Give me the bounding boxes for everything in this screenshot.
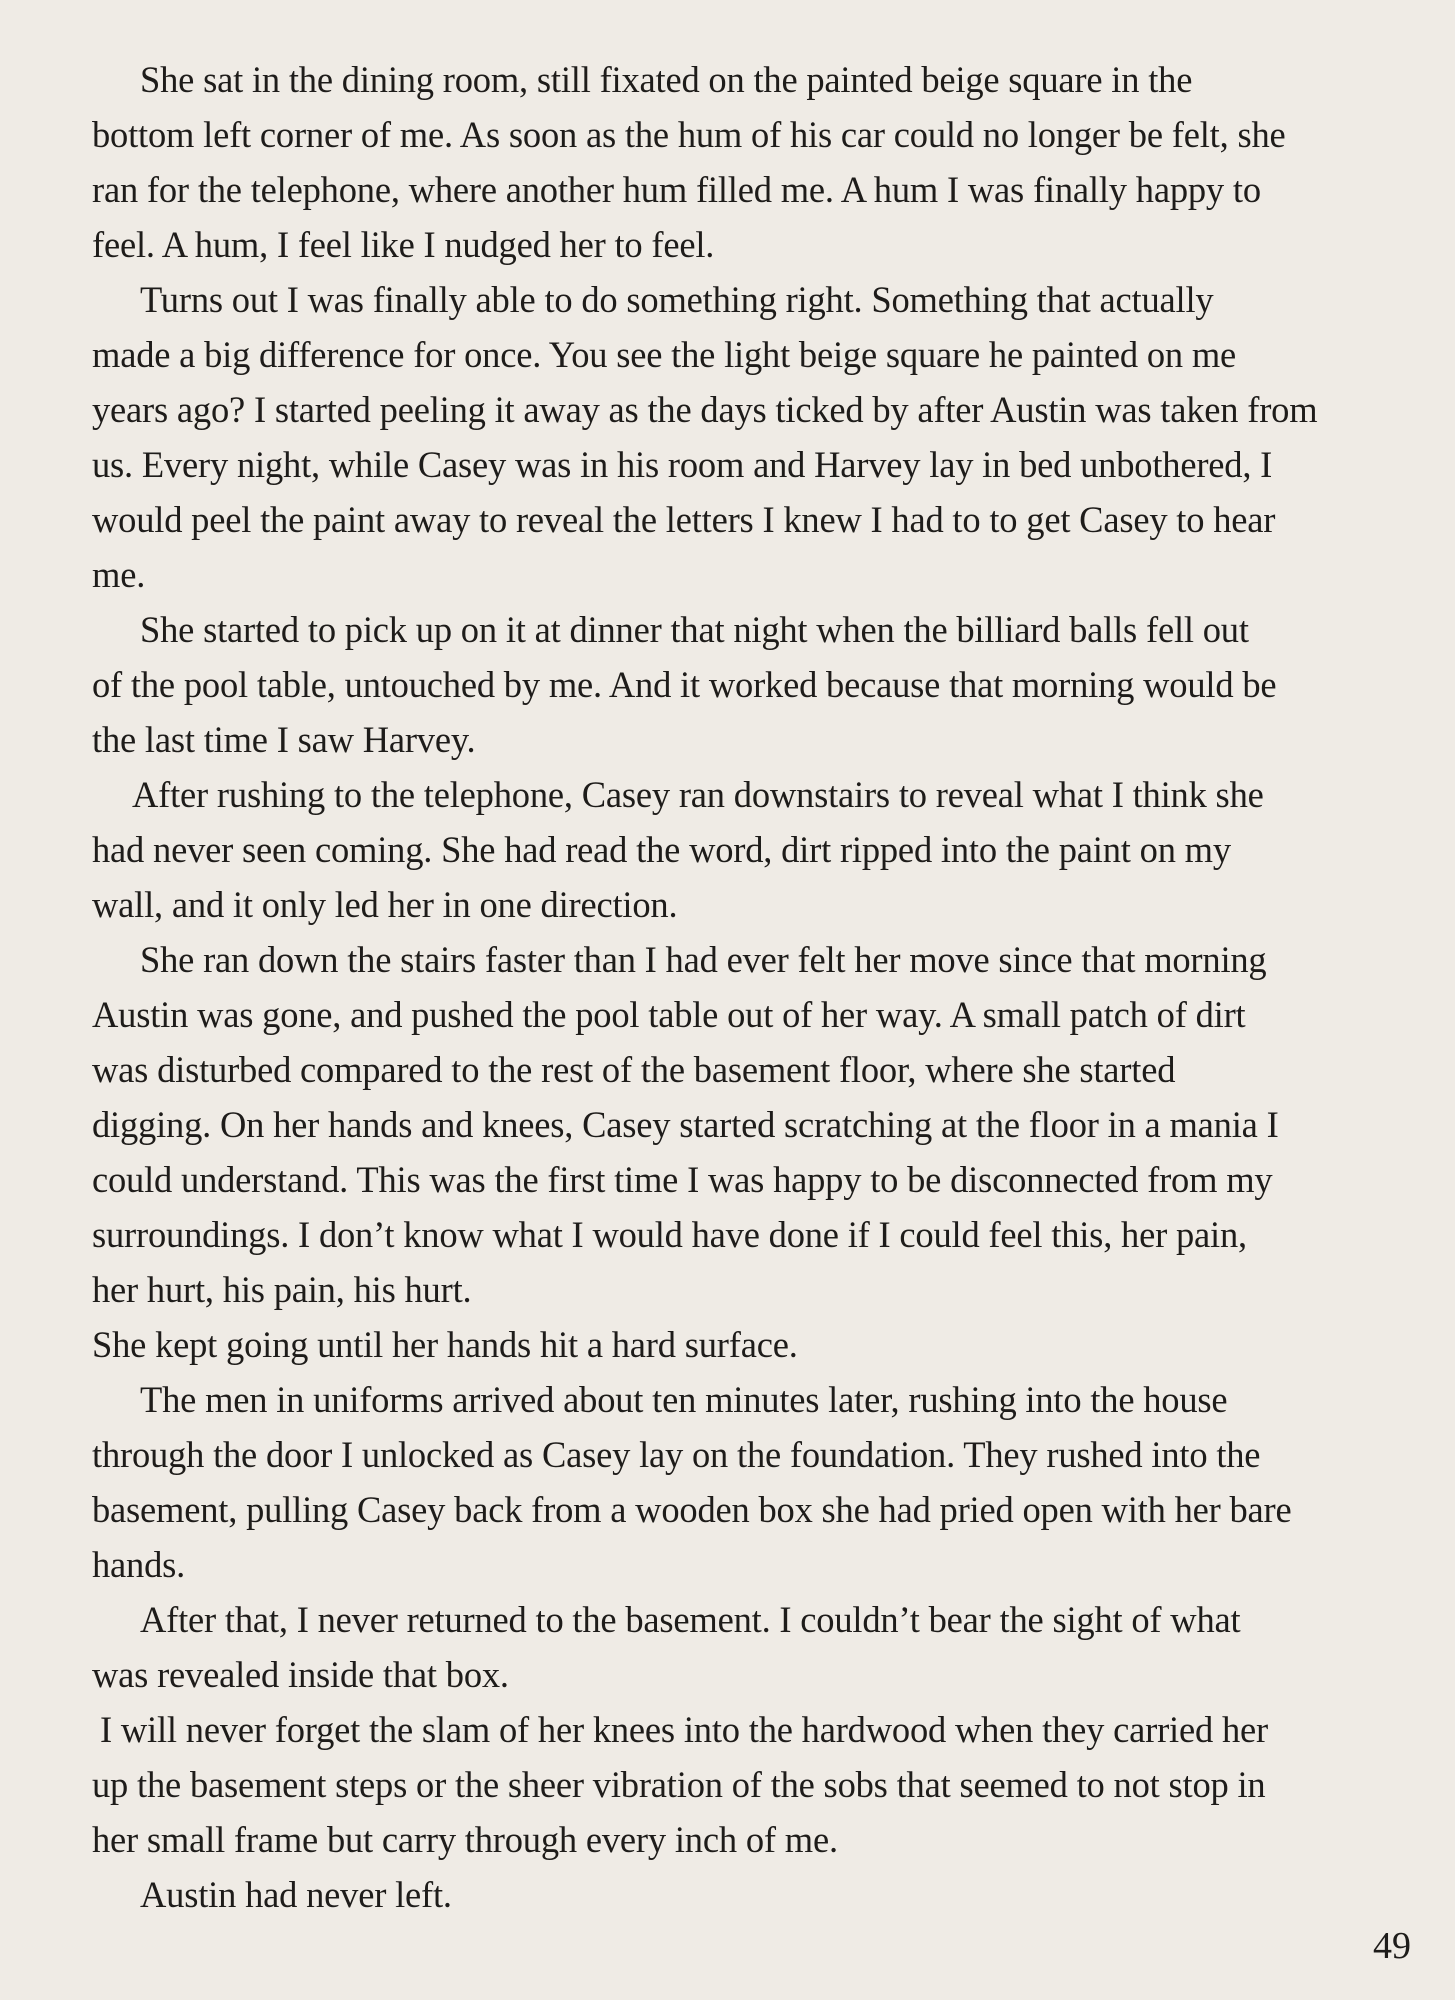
text-line: her hurt, his pain, his hurt.: [92, 1269, 472, 1310]
text-line: was revealed inside that box.: [92, 1654, 509, 1695]
text-line: She kept going until her hands hit a hard surface.: [92, 1324, 798, 1365]
text-line: her small frame but carry through every inch of me.: [92, 1819, 838, 1860]
text-line: could understand. This was the first time I was happy to be disconnected from my: [92, 1159, 1273, 1200]
text-line: Turns out I was finally able to do something right. Something that actually: [140, 279, 1214, 320]
body-text: [92, 52, 1382, 1922]
text-line: I will never forget the slam of her knees into the hardwood when they carried her: [100, 1709, 1268, 1750]
text-line: through the door I unlocked as Casey lay on the foundation. They rushed into the: [92, 1434, 1261, 1475]
text-line: had never seen coming. She had read the word, dirt ripped into the paint on my: [92, 829, 1231, 870]
text-line: hands.: [92, 1544, 186, 1585]
text-line: made a big difference for once. You see the light beige square he painted on me: [92, 334, 1237, 375]
text-line: She ran down the stairs faster than I had ever felt her move since that morning: [140, 939, 1267, 980]
text-line: Austin was gone, and pushed the pool table out of her way. A small patch of dirt: [92, 994, 1246, 1035]
text-line: was disturbed compared to the rest of the basement floor, where she started: [92, 1049, 1176, 1090]
text-line: of the pool table, untouched by me. And it worked because that morning would be: [92, 664, 1277, 705]
text-line: The men in uniforms arrived about ten minutes later, rushing into the house: [140, 1379, 1228, 1420]
text-line: digging. On her hands and knees, Casey started scratching at the floor in a mania I: [92, 1104, 1279, 1145]
text-line: Austin had never left.: [140, 1874, 452, 1915]
text-line: basement, pulling Casey back from a wooden box she had pried open with her bare: [92, 1489, 1292, 1530]
text-line: up the basement steps or the sheer vibration of the sobs that seemed to not stop in: [92, 1764, 1266, 1805]
text-line: She started to pick up on it at dinner that night when the billiard balls fell out: [140, 609, 1249, 650]
page-number: 49: [1373, 1925, 1411, 1967]
text-line: After rushing to the telephone, Casey ran downstairs to reveal what I think she: [132, 774, 1264, 815]
text-line: feel. A hum, I feel like I nudged her to feel.: [92, 224, 715, 265]
text-line: would peel the paint away to reveal the letters I knew I had to to get Casey to hear: [92, 499, 1276, 540]
text-line: ran for the telephone, where another hum filled me. A hum I was finally happy to: [92, 169, 1261, 210]
text-line: She sat in the dining room, still fixated on the painted beige square in the: [140, 59, 1193, 100]
text-line: wall, and it only led her in one direction.: [92, 884, 678, 925]
text-line: the last time I saw Harvey.: [92, 719, 476, 760]
text-line: us. Every night, while Casey was in his room and Harvey lay in bed unbothered, I: [92, 444, 1273, 485]
text-line: me.: [92, 554, 146, 595]
text-line: years ago? I started peeling it away as the days ticked by after Austin was taken from: [92, 389, 1318, 430]
text-line: surroundings. I don’t know what I would have done if I could feel this, her pain,: [92, 1214, 1247, 1255]
text-line: bottom left corner of me. As soon as the hum of his car could no longer be felt, she: [92, 114, 1286, 155]
text-line: After that, I never returned to the basement. I couldn’t bear the sight of what: [140, 1599, 1241, 1640]
